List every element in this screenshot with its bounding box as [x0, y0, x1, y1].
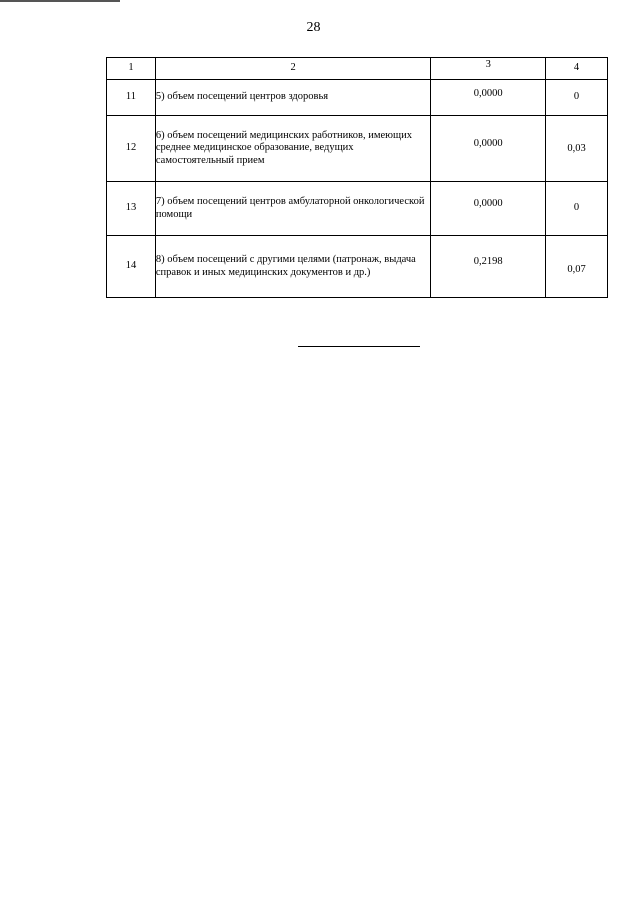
- table-header-cell: 2: [155, 58, 430, 80]
- row-value-col3: 0,0000: [431, 182, 546, 236]
- row-value-col4: 0,07: [546, 236, 608, 298]
- table-header-cell: 4: [546, 58, 608, 80]
- table-header-cell: 3: [431, 58, 546, 80]
- table-header-row: [107, 58, 608, 80]
- scan-edge-mark: [0, 0, 120, 2]
- row-number: 13: [107, 182, 156, 236]
- end-of-document-rule: [298, 346, 420, 347]
- table-row: [107, 182, 608, 236]
- table-row: [107, 236, 608, 298]
- row-number: 12: [107, 116, 156, 182]
- row-value-col4: 0,03: [546, 116, 608, 182]
- data-table: [106, 57, 608, 298]
- row-description: 5) объем посещений центров здоровья: [155, 80, 430, 116]
- row-value-col3: 0,0000: [431, 80, 546, 116]
- row-number: 14: [107, 236, 156, 298]
- row-value-col3: 0,2198: [431, 236, 546, 298]
- row-value-col3: 0,0000: [431, 116, 546, 182]
- table-row: [107, 116, 608, 182]
- row-description: 8) объем посещений с другими целями (патронаж, выдача справок и иных медицинских документов и др.): [155, 236, 430, 298]
- row-value-col4: 0: [546, 80, 608, 116]
- page-number: 28: [306, 20, 321, 35]
- table-header-cell: 1: [107, 58, 156, 80]
- row-description: 7) объем посещений центров амбулаторной онкологической помощи: [155, 182, 430, 236]
- row-number: 11: [107, 80, 156, 116]
- row-value-col4: 0: [546, 182, 608, 236]
- table-row: [107, 80, 608, 116]
- row-description: 6) объем посещений медицинских работников, имеющих среднее медицинское образование, ведущих самостоятельный прием: [155, 116, 430, 182]
